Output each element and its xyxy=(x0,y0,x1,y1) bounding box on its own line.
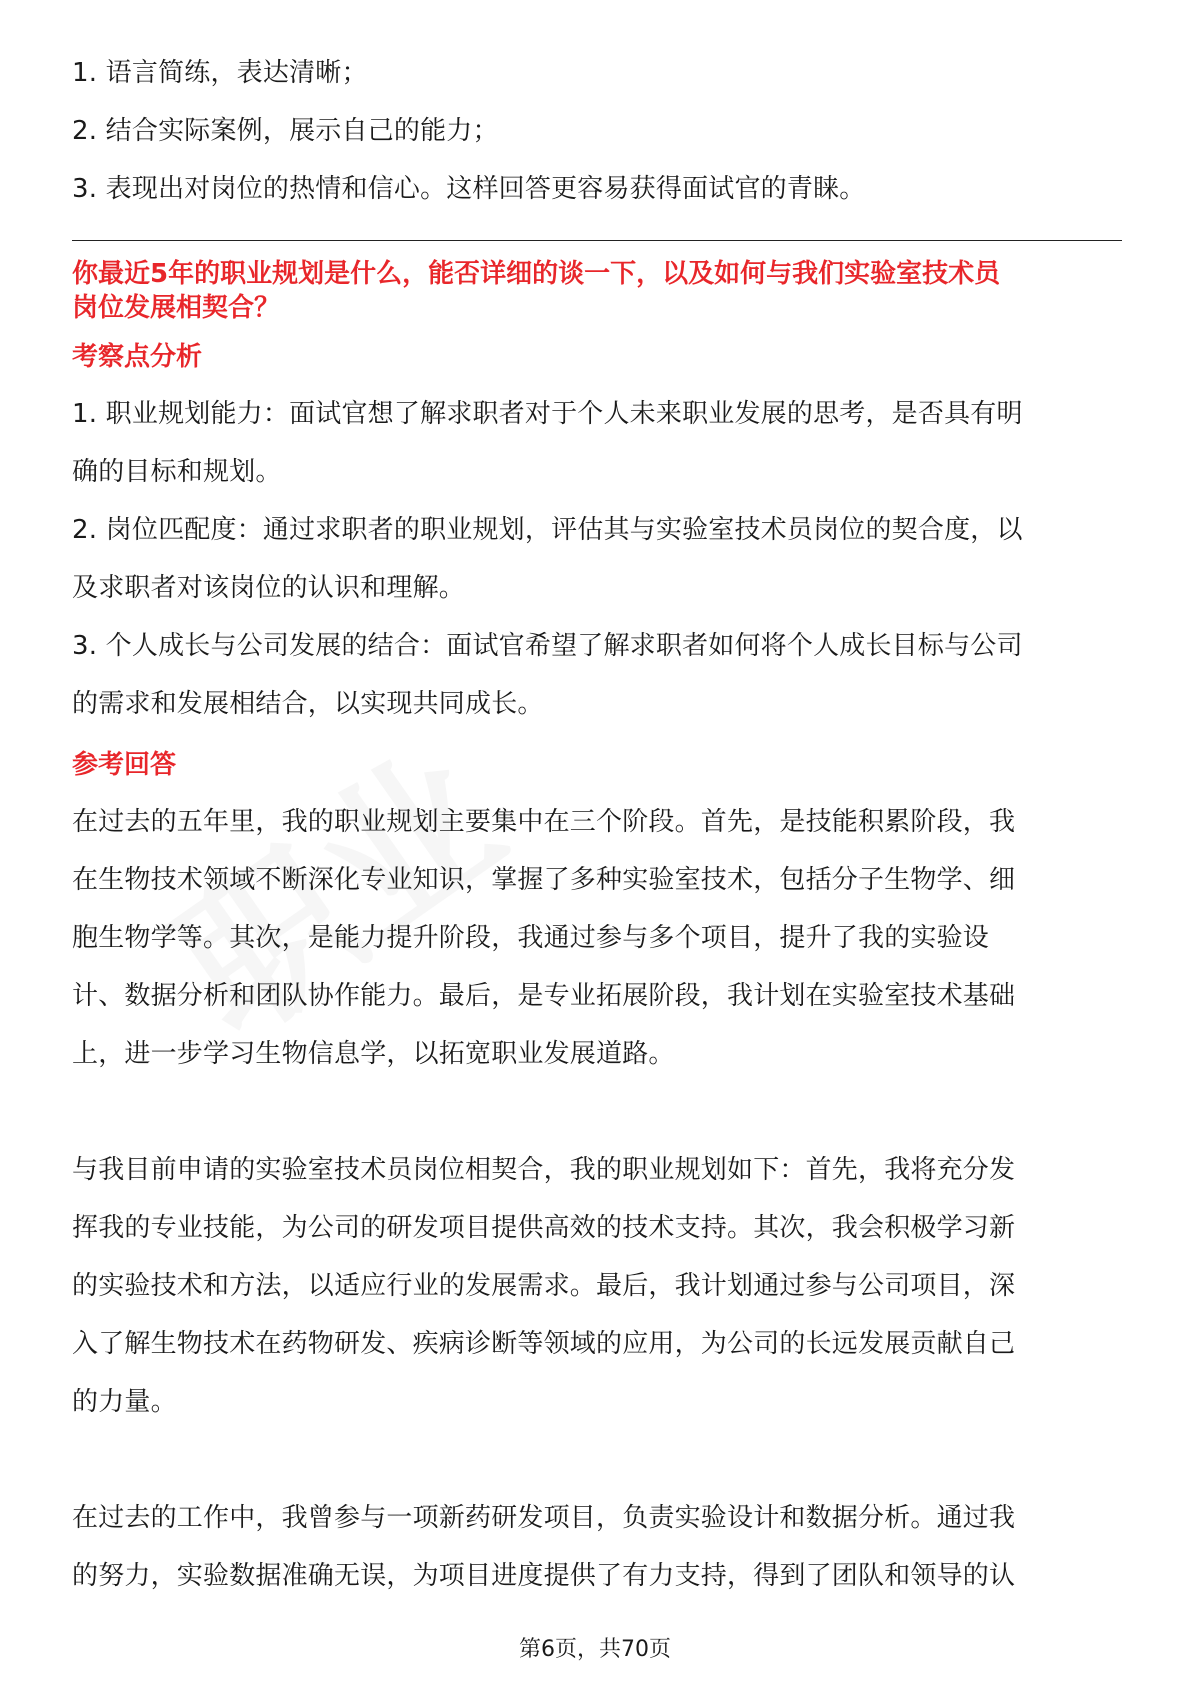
analysis-line: 3. 个人成长与公司发展的结合：面试官希望了解求职者如何将个人成长目标与公司 xyxy=(72,631,1023,661)
answer-line: 挥我的专业技能，为公司的研发项目提供高效的技术支持。其次，我会积极学习新 xyxy=(72,1213,1016,1243)
question-title xyxy=(72,257,1122,325)
document-page xyxy=(72,44,1122,1605)
answer-line: 的努力，实验数据准确无误，为项目进度提供了有力支持，得到了团队和领导的认 xyxy=(72,1561,1016,1591)
answer-line: 的力量。 xyxy=(72,1387,177,1417)
paragraph-gap xyxy=(72,1083,1122,1141)
answer-line: 上，进一步学习生物信息学，以拓宽职业发展道路。 xyxy=(72,1039,675,1069)
answer-line: 在过去的工作中，我曾参与一项新药研发项目，负责实验设计和数据分析。通过我 xyxy=(72,1503,1016,1533)
answer-paragraph-3 xyxy=(72,1489,1122,1605)
list-item: 3. 表现出对岗位的热情和信心。这样回答更容易获得面试官的青睐。 xyxy=(72,174,866,204)
answer-line: 在生物技术领域不断深化专业知识，掌握了多种实验室技术，包括分子生物学、细 xyxy=(72,865,1016,895)
list-item: 2. 结合实际案例，展示自己的能力； xyxy=(72,116,499,146)
analysis-line: 1. 职业规划能力：面试官想了解求职者对于个人未来职业发展的思考，是否具有明 xyxy=(72,399,1023,429)
answer-line: 的实验技术和方法，以适应行业的发展需求。最后，我计划通过参与公司项目，深 xyxy=(72,1271,1016,1301)
analysis-line: 及求职者对该岗位的认识和理解。 xyxy=(72,573,466,603)
answer-line: 在过去的五年里，我的职业规划主要集中在三个阶段。首先，是技能积累阶段，我 xyxy=(72,807,1016,837)
analysis-line: 2. 岗位匹配度：通过求职者的职业规划，评估其与实验室技术员岗位的契合度，以 xyxy=(72,515,1023,545)
intro-list xyxy=(72,44,1122,218)
section-divider xyxy=(72,240,1122,241)
list-item: 1. 语言简练，表达清晰； xyxy=(72,58,368,88)
question-line: 岗位发展相契合？ xyxy=(72,293,281,323)
analysis-heading: 考察点分析 xyxy=(72,342,203,372)
analysis-line: 的需求和发展相结合，以实现共同成长。 xyxy=(72,689,544,719)
answer-paragraph-1 xyxy=(72,793,1122,1083)
page-footer: 第6页，共70页 xyxy=(519,1637,671,1662)
answer-line: 计、数据分析和团队协作能力。最后，是专业拓展阶段，我计划在实验室技术基础 xyxy=(72,981,1016,1011)
analysis-body xyxy=(72,385,1122,733)
answer-paragraph-2 xyxy=(72,1141,1122,1431)
question-line: 你最近5年的职业规划是什么，能否详细的谈一下，以及如何与我们实验室技术员 xyxy=(72,259,1001,289)
answer-line: 与我目前申请的实验室技术员岗位相契合，我的职业规划如下：首先，我将充分发 xyxy=(72,1155,1016,1185)
paragraph-gap xyxy=(72,1431,1122,1489)
analysis-line: 确的目标和规划。 xyxy=(72,457,282,487)
answer-line: 入了解生物技术在药物研发、疾病诊断等领域的应用，为公司的长远发展贡献自己 xyxy=(72,1329,1016,1359)
answer-line: 胞生物学等。其次，是能力提升阶段，我通过参与多个项目，提升了我的实验设 xyxy=(72,923,990,953)
answer-heading: 参考回答 xyxy=(72,750,177,780)
